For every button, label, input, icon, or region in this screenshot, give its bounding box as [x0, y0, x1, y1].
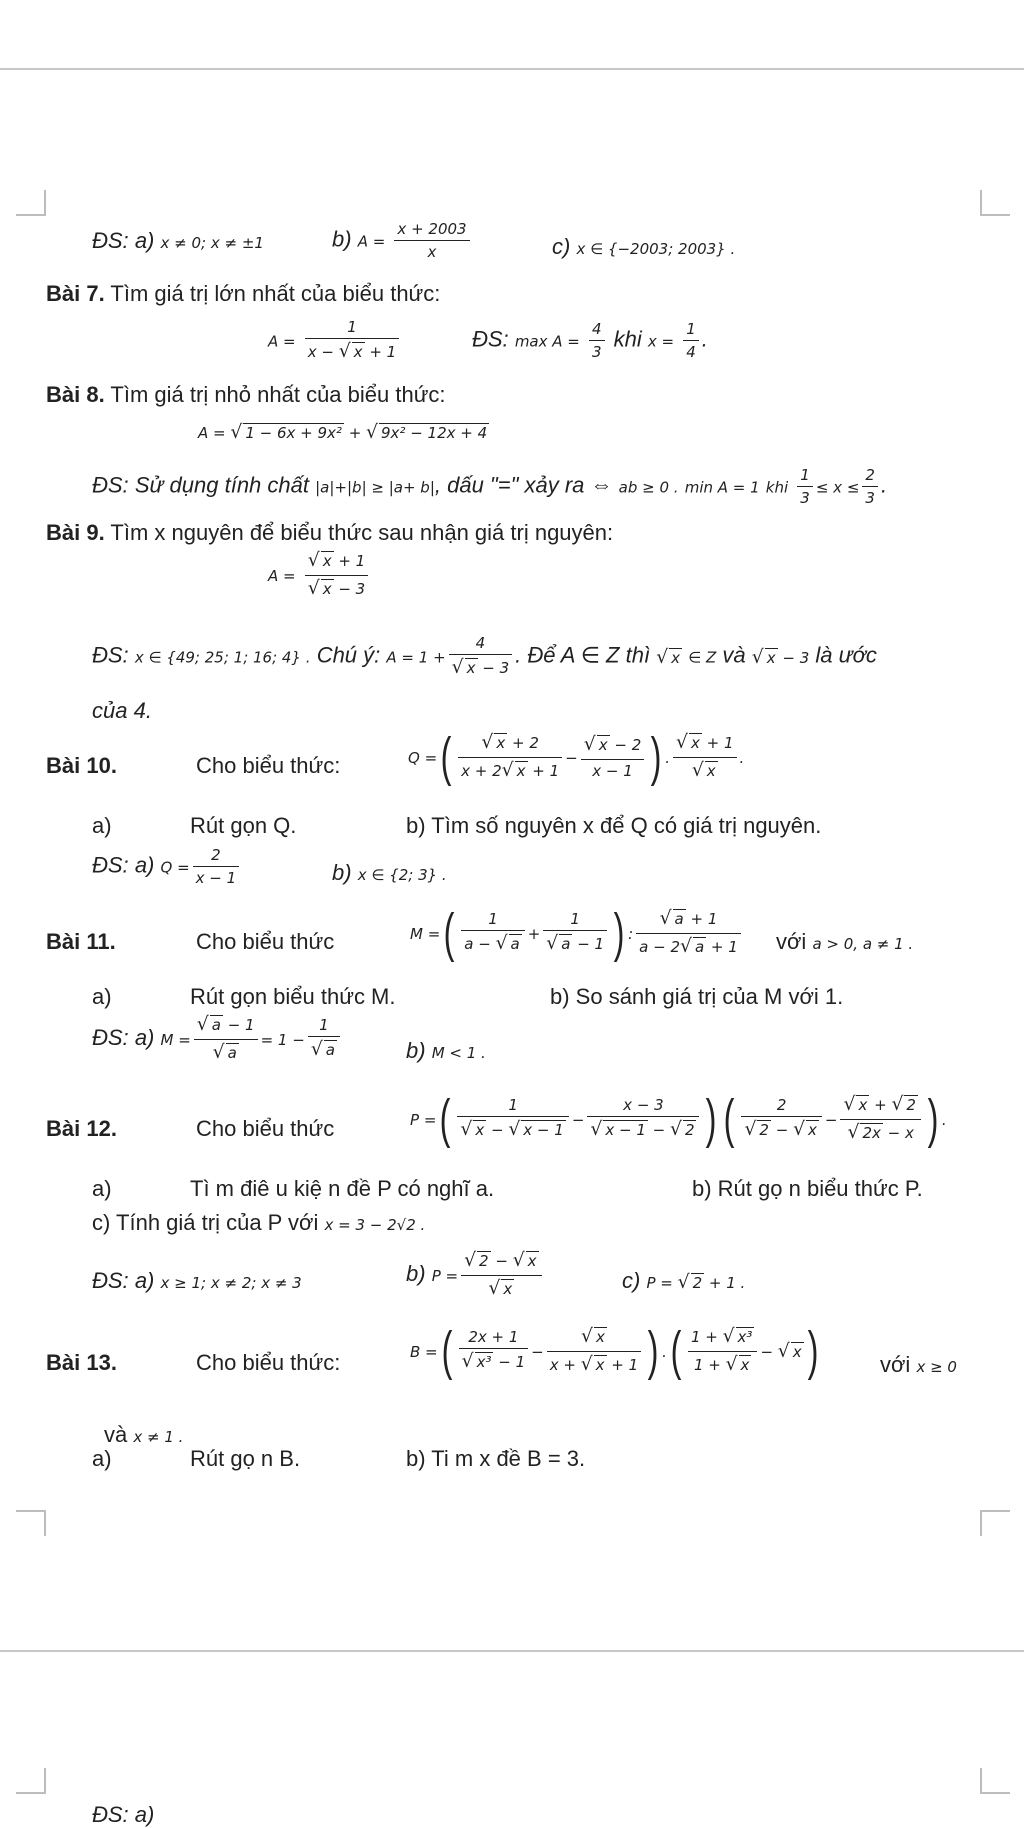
problem-10-text: Cho biểu thức:	[196, 753, 341, 778]
problem-10-answer-b: b) x ∈ {2; 3} .	[332, 860, 447, 885]
problem-11-heading: Bài 11.	[46, 929, 116, 954]
problem-10-item-a: a)	[92, 813, 112, 838]
problem-12-heading: Bài 12.	[46, 1116, 117, 1141]
problem-13-text: Cho biểu thức:	[196, 1350, 341, 1375]
problem-8-formula: A = √ 1 − 6x + 9x² + √ 9x² − 12x + 4	[198, 422, 488, 443]
problem-11-cond: với a > 0, a ≠ 1 .	[776, 929, 914, 954]
problem-12-text: Cho biểu thức	[196, 1116, 335, 1141]
problem-11-item-a: a)	[92, 984, 112, 1009]
corner-mark	[980, 190, 1010, 216]
problem-13-formula: B =( $\frac{2x + 1}{\text{√ x³ − 1}}$ − $\frac{√ x}{x + √ x + 1}$ ) .( $\frac{\text{1 + √ x³}}{1 + √ x}$ − √ x )	[410, 1321, 819, 1381]
problem-11-text: Cho biểu thức	[196, 929, 335, 954]
problem-9-answer-cont: của 4.	[92, 698, 152, 723]
problem-12-item-a-text: Tì m điê u kiệ n đề P có nghĩ a.	[190, 1176, 495, 1201]
corner-mark	[980, 1768, 1010, 1794]
corner-mark	[16, 190, 46, 216]
problem-12-answer-c: c) P = √ 2 + 1 .	[622, 1268, 746, 1293]
problem-12-item-a: a)	[92, 1176, 112, 1201]
problem-7-formula: A = $\frac{1}{x - √ x + 1}$	[268, 318, 402, 364]
problem-11-formula: M =( $\frac{1}{a - √ a}$ + $\frac{1}{√ a - 1}$ ) : $\frac{√ a + 1}{a - 2√ a + 1}$	[410, 906, 744, 960]
corner-mark	[980, 1510, 1010, 1536]
problem-7-heading: Bài 7. Tìm giá trị lớn nhất của biểu thức:	[46, 281, 441, 306]
answer-previous-c: c) x ∈ {−2003; 2003} .	[552, 234, 736, 259]
problem-11-item-b: b) So sánh giá trị của M với 1.	[550, 984, 844, 1009]
corner-mark	[16, 1768, 46, 1794]
problem-10-formula: Q =( $\frac{√ x + 2}{x + 2√ x + 1}$ − $\frac{√ x - 2}{x - 1}$ ) . $\frac{√ x + 1}{√ x}$ .	[408, 727, 745, 787]
problem-9-answer: ĐS: x ∈ {49; 25; 1; 16; 4} . Chú ý: A = 1 + $\frac{4}{√ x - 3}$ . Để A ∈ Z thì √ x ∈ Z và √ x − 3 là ước	[92, 634, 877, 678]
problem-10-item-a-text: Rút gọn Q.	[190, 813, 297, 838]
problem-7-answer: ĐS: max A = $\frac{4}{3}$ khi x = $\frac{1}{4}$ .	[472, 320, 708, 361]
problem-13-item-b: b) Ti m x đề B = 3.	[406, 1446, 586, 1471]
problem-10-answer: ĐS: a) Q = $\frac{2}{x - 1}$	[92, 846, 242, 887]
problem-9-heading: Bài 9. Tìm x nguyên để biểu thức sau nhận giá trị nguyên:	[46, 520, 614, 545]
problem-11-answer-b: b) M < 1 .	[406, 1038, 486, 1063]
problem-8-heading: Bài 8. Tìm giá trị nhỏ nhất của biểu thức:	[46, 382, 446, 407]
problem-12-answer-b: b) P = $\frac{√ 2 - √ x}{√ x}$	[406, 1250, 545, 1300]
problem-12-item-b: b) Rút gọ n biểu thức P.	[692, 1176, 923, 1201]
problem-11-item-a-text: Rút gọn biểu thức M.	[190, 984, 396, 1009]
problem-10-item-b: b) Tìm số nguyên x để Q có giá trị nguyên.	[406, 813, 822, 838]
answer-previous: ĐS: a) x ≠ 0; x ≠ ±1	[92, 228, 264, 253]
problem-13-item-a: a)	[92, 1446, 112, 1471]
problem-8-answer: ĐS: Sử dụng tính chất |a|+|b| ≥ |a+ b|, dấu "=" xảy ra ⇔ ab ≥ 0 . min A = 1 khi $\frac{1}{3}$ ≤ x ≤ $\frac{2}{3}$ .	[92, 466, 888, 507]
page-separator-top	[0, 68, 1024, 70]
problem-11-answer: ĐS: a) M = $\frac{√ a - 1}{√ a}$ = 1 − $\frac{1}{√ a}$	[92, 1014, 343, 1064]
page-separator-bottom	[0, 1650, 1024, 1652]
problem-10-heading: Bài 10.	[46, 753, 117, 778]
problem-13-item-a-text: Rút gọ n B.	[190, 1446, 301, 1471]
problem-13-heading: Bài 13.	[46, 1350, 117, 1375]
problem-9-formula: A = $\frac{√ x + 1}{√ x - 3}$	[268, 550, 371, 600]
problem-12-formula: P =( $\frac{1}{√ x - √ x - 1}$ − $\frac{x - 3}{√ x - 1 - √ 2}$ ) ( $\frac{2}{√ 2 - √ x}$ − $\frac{√ x + √ 2}{√ 2x - x}$ ) .	[410, 1089, 947, 1149]
problem-13-cond-cont: và x ≠ 1 .	[104, 1422, 184, 1447]
problem-13-cond: với x ≥ 0	[880, 1352, 957, 1377]
problem-12-answer: ĐS: a) x ≥ 1; x ≠ 2; x ≠ 3	[92, 1268, 302, 1293]
answer-previous-b: b) A = $\frac{x + 2003}{x}$	[332, 220, 473, 261]
next-page-partial-line: ĐS: a)	[92, 1802, 155, 1827]
problem-12-item-c: c) Tính giá trị của P với x = 3 − 2√2 .	[92, 1210, 426, 1235]
corner-mark	[16, 1510, 46, 1536]
